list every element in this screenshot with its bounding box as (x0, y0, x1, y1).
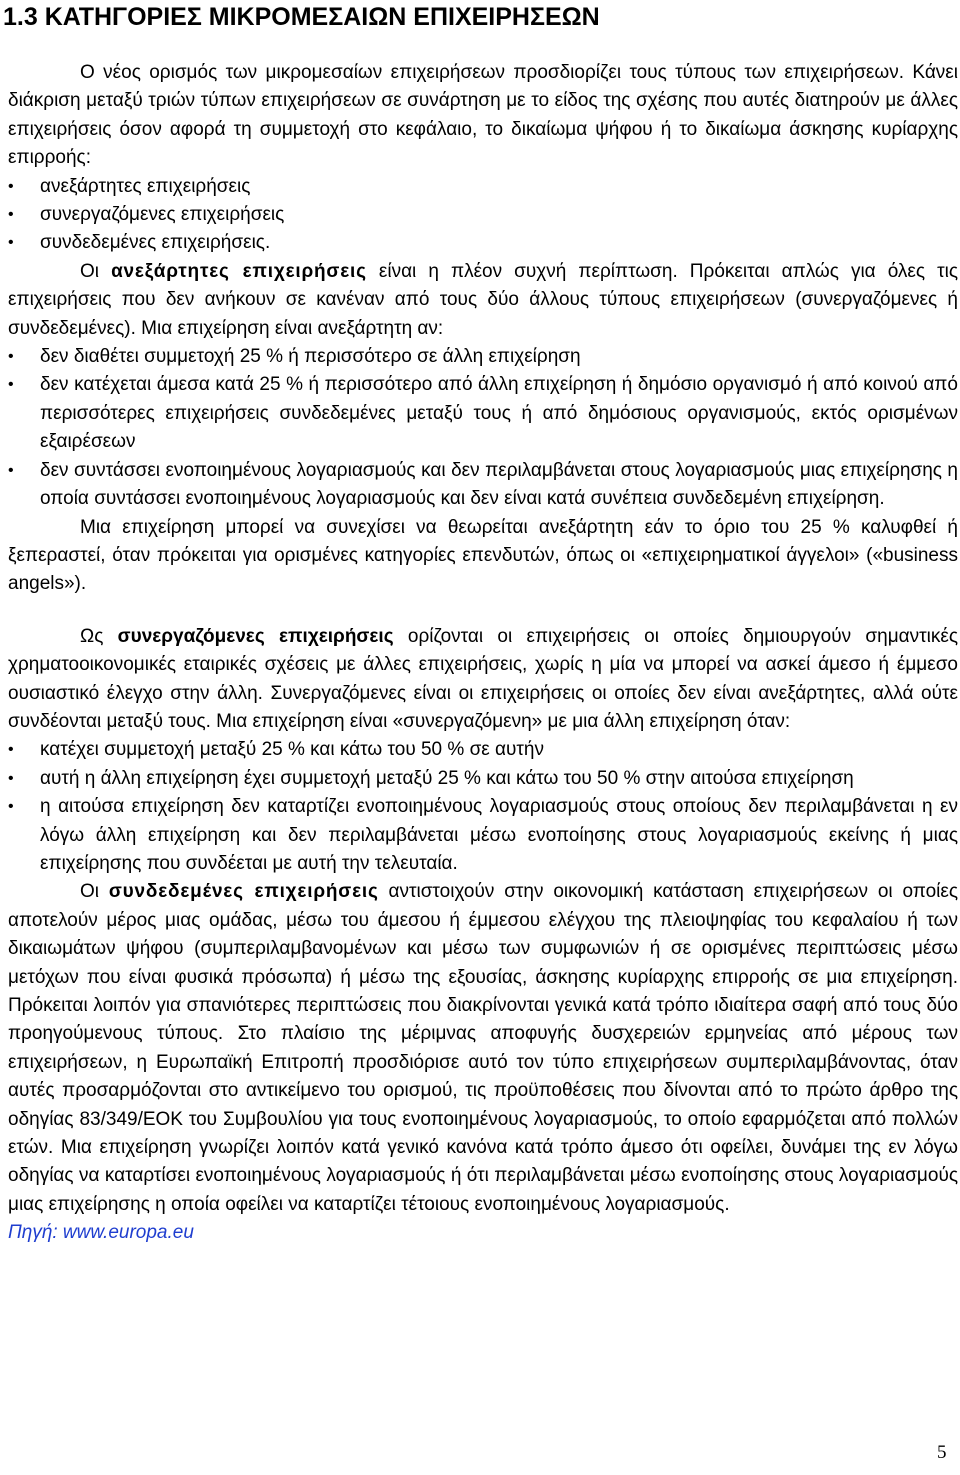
list-item: • κατέχει συμμετοχή μεταξύ 25 % και κάτω του 50 % σε αυτήν (8, 736, 958, 764)
document-body (8, 59, 958, 1248)
linked-paragraph: Οι συνδεδεμένες επιχειρήσεις αντιστοιχούν στην οικονομική κατάσταση επιχειρήσεων οι οποίες αποτελούν μέρος μιας ομάδας, μέσω του άμεσου ή έμμεσου ελέγχου της πλειοψηφίας του κεφαλαίου ή των δικαιωμάτων ψήφου (συμπεριλαμβανομένων και μέσω των συμφωνιών ή σε ορισμένες περιπτώσεις μέσω μετόχων που είναι φυσικά πρόσωπα) ή μέσω της εξουσίας, άσκησης κυρίαρχης επιρροής σε μια επιχείρηση. Πρόκειται λοιπόν για σπανιότερες περιπτώσεις που διακρίνονται γενικά κατά τρόπο ιδιαίτερα σαφή από τους δύο προηγούμενους τύπους. Στο πλαίσιο της μέριμνας αποφυγής δυσχερειών ερμηνείας από μέρους των επιχειρήσεων, η Ευρωπαϊκή Επιτροπή προσδιόρισε αυτό τον τύπο επιχειρήσεων συμπεριλαμβάνοντας, όταν αυτές προσαρμόζονται στο αντικείμενο του ορισμού, τις προϋποθέσεις που δίνονται από το πρώτο άρθρο της οδηγίας 83/349/ΕΟΚ του Συμβουλίου για τους ενοποιημένους λογαριασμούς, το οποίο εφαρμόζεται από πολλών ετών. Μια επιχείρηση γνωρίζει λοιπόν κατά γενικό κανόνα κατά τρόπο άμεσο ότι οφείλει, δυνάμει της εν λόγω οδηγίας να καταρτίσει ενοποιημένους λογαριασμούς ή ότι περιλαμβάνεται μέσω ενοποίησης στους λογαριασμούς μιας επιχείρησης η οποία οφείλει να καταρτίζει τέτοιους ενοποιημένους λογαριασμούς. (8, 881, 959, 1215)
partner-term: συνεργαζόμενες επιχειρήσεις (117, 625, 394, 647)
list-item: • συνεργαζόμενες επιχειρήσεις (8, 201, 958, 229)
independent-paragraph: Οι ανεξάρτητες επιχειρήσεις είναι η πλέον συχνή περίπτωση. Πρόκειται απλώς για όλες τις επιχειρήσεις που δεν ανήκουν σε κανέναν από τους δύο άλλους τύπους επιχειρήσεων (συνεργαζόμενες ή συνδεδεμένες). Μια επιχείρηση είναι ανεξάρτητη αν: (8, 260, 959, 339)
independent-note: Μια επιχείρηση μπορεί να συνεχίσει να θεωρείται ανεξάρτητη εάν το όριο του 25 % καλυφθεί ή ξεπεραστεί, όταν πρόκειται για ορισμένες κατηγορίες επενδυτών, όπως οι «επιχειρηματικοί άγγελοι» («business angels»). (8, 516, 958, 595)
independent-conditions (8, 343, 958, 513)
page-number: 5 (937, 1442, 947, 1463)
partner-conditions (8, 736, 958, 878)
list-item: • δεν διαθέτει συμμετοχή 25 % ή περισσότερο σε άλλη επιχείρηση (8, 343, 958, 371)
independent-term: ανεξάρτητες επιχειρήσεις (111, 260, 367, 282)
list-item: • η αιτούσα επιχείρηση δεν καταρτίζει ενοποιημένους λογαριασμούς στους οποίους δεν περιλαμβάνεται η εν λόγω άλλη επιχείρηση και δεν περιλαμβάνεται μέσω ενοποίησης στους λογαριασμούς εκείνης ή μιας επιχείρησης που συνδέεται με αυτή την τελευταία. (8, 793, 958, 878)
section-heading: 1.3 ΚΑΤΗΓΟΡΙΕΣ ΜΙΚΡΟΜΕΣΑΙΩΝ ΕΠΙΧΕΙΡΗΣΕΩΝ (3, 3, 600, 31)
list-item: • ανεξάρτητες επιχειρήσεις (8, 173, 958, 201)
linked-term: συνδεδεμένες επιχειρήσεις (108, 881, 379, 903)
list-item: • δεν συντάσσει ενοποιημένους λογαριασμούς και δεν περιλαμβάνεται στους λογαριασμούς μιας επιχείρησης η οποία συντάσσει ενοποιημένους λογαριασμούς και δεν είναι κατά συνέπεια συνδεδεμένη επιχείρηση. (8, 457, 958, 514)
types-list (8, 173, 958, 258)
list-item: • δεν κατέχεται άμεσα κατά 25 % ή περισσότερο από άλλη επιχείρηση ή δημόσιο οργανισμό ή από κοινού από περισσότερες επιχειρήσεις συνδεδεμένες μεταξύ τους ή από δημόσιους οργανισμούς, εκτός ορισμένων εξαιρέσεων (8, 371, 958, 456)
list-item: • συνδεδεμένες επιχειρήσεις. (8, 229, 958, 257)
source-link[interactable]: Πηγή: www.europa.eu (8, 1222, 194, 1244)
list-item: • αυτή η άλλη επιχείρηση έχει συμμετοχή μεταξύ 25 % και κάτω του 50 % στην αιτούσα επιχείρηση (8, 765, 958, 793)
intro-paragraph: Ο νέος ορισμός των μικρομεσαίων επιχειρήσεων προσδιορίζει τους τύπους των επιχειρήσεων. Κάνει διάκριση μεταξύ τριών τύπων επιχειρήσεων σε συνάρτηση με το είδος της σχέσης που αυτές διατηρούν με άλλες επιχειρήσεις όσον αφορά τη συμμετοχή στο κεφάλαιο, το δικαίωμα ψήφου ή το δικαίωμα άσκησης κυρίαρχης επιρροής: (8, 62, 958, 169)
partner-paragraph: Ως συνεργαζόμενες επιχειρήσεις ορίζονται οι επιχειρήσεις οι οποίες δημιουργούν σημαντικές χρηματοοικονομικές εταιρικές σχέσεις με άλλες επιχειρήσεις, χωρίς η μία να μπορεί να ασκεί άμεσο ή έμμεσο ουσιαστικό έλεγχο στην άλλη. Συνεργαζόμενες είναι οι επιχειρήσεις οι οποίες δεν είναι ανεξάρτητες, αλλά ούτε συνδέονται μεταξύ τους. Μια επιχείρηση είναι «συνεργαζόμενη» με μια άλλη επιχείρηση όταν: (8, 625, 959, 732)
